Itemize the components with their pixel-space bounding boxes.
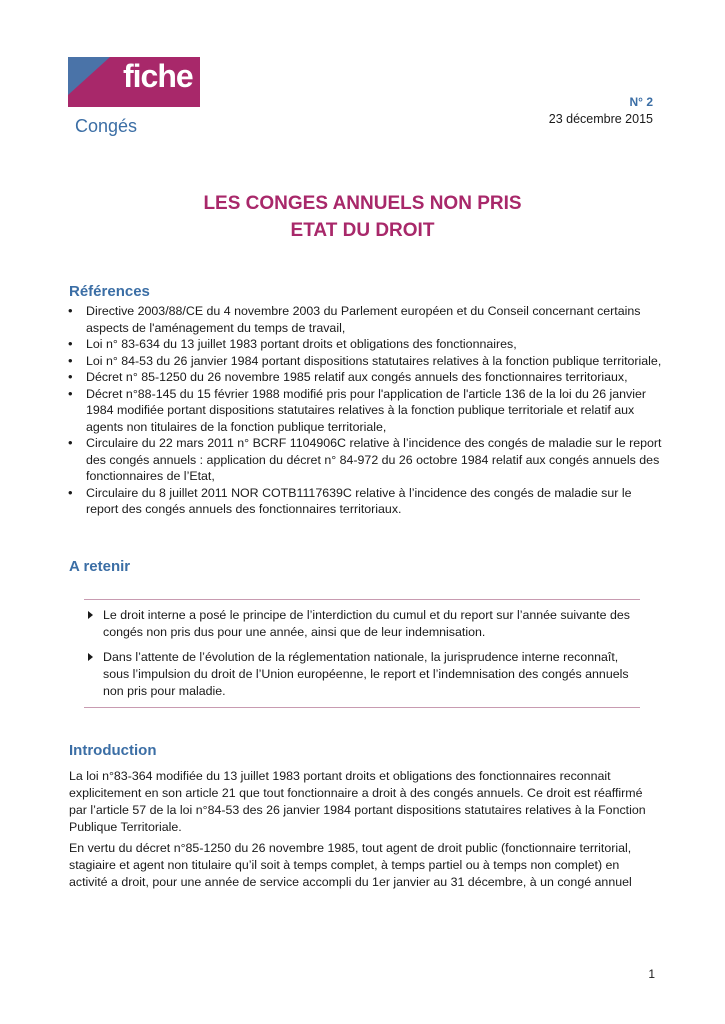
references-list (86, 303, 666, 518)
list-item: • Loi n° 83-634 du 13 juillet 1983 portant droits et obligations des fonctionnaires, (86, 336, 666, 353)
list-item: • Décret n° 85-1250 du 26 novembre 1985 relatif aux congés annuels des fonctionnaires territoriaux, (86, 369, 666, 386)
document-date: 23 décembre 2015 (548, 112, 653, 126)
intro-paragraph-1: La loi n°83-364 modifiée du 13 juillet 1983 portant droits et obligations des fonctionnaires reconnait explicitement en son article 21 que tout fonctionnaire a droit à des congés annuels. Ce droit est réaffirmé par l’article 57 de la loi n°84-53 des 26 janvier 1984 portant dispositions statutaires relatives à la Fonction Publique Territoriale. (69, 769, 646, 834)
list-item-text: Dans l’attente de l’évolution de la réglementation nationale, la jurisprudence interne reconnaît, sous l’impulsion du droit de l’Union européenne, le report et l’indemnisation des congés annuels non pris pour maladie. (103, 650, 629, 698)
list-item: • Décret n°88-145 du 15 février 1988 modifié pris pour l'application de l'article 136 de la loi du 26 janvier 1984 modifiée portant dispositions statutaires relatives à la fonction publique territoriale et relatif aux agents non titulaires de la fonction publique territoriale, (86, 386, 666, 436)
triangle-bullet-icon (88, 611, 93, 619)
list-item: • Loi n° 84-53 du 26 janvier 1984 portant dispositions statutaires relatives à la fonction publique territoriale, (86, 353, 666, 370)
document-number: N° 2 (629, 95, 653, 109)
introduction-heading: Introduction (69, 742, 157, 759)
triangle-bullet-icon (88, 653, 93, 661)
list-item-text: Le droit interne a posé le principe de l’interdiction du cumul et du report sur l’année suivante des congés non pris dus pour une année, ainsi que de leur indemnisation. (103, 608, 630, 639)
list-item (103, 649, 643, 700)
retenir-heading: A retenir (69, 558, 131, 575)
page-title-line1: LES CONGES ANNUELS NON PRIS (203, 193, 522, 214)
retenir-list (103, 607, 643, 708)
references-heading: Références (69, 283, 150, 300)
list-item (103, 607, 643, 641)
list-item: • Circulaire du 8 juillet 2011 NOR COTB1117639C relative à l’incidence des congés de maladie sur le report des congés annuels des fonctionnaires territoriaux. (86, 485, 666, 518)
list-item: • Directive 2003/88/CE du 4 novembre 2003 du Parlement européen et du Conseil concernant certains aspects de l'aménagement du temps de travail, (86, 303, 666, 336)
page-number: 1 (648, 967, 655, 981)
page-title-line2: ETAT DU DROIT (290, 220, 435, 241)
logo-text: fiche (123, 58, 193, 94)
list-item: • Circulaire du 22 mars 2011 n° BCRF 1104906C relative à l’incidence des congés de maladie sur le report des congés annuels : application du décret n° 84-972 du 26 octobre 1984 relatif aux congés annuels des fonctionnaires de l’Etat, (86, 435, 666, 485)
category-label: Congés (75, 116, 138, 136)
intro-paragraph-2: En vertu du décret n°85-1250 du 26 novembre 1985, tout agent de droit public (fonctionnaire territorial, stagiaire et agent non titulaire qu’il soit à temps complet, à temps partiel ou à temps non complet) en activité a droit, pour une année de service accompli du 1er janvier au 31 décembre, à un congé annuel (69, 841, 632, 889)
